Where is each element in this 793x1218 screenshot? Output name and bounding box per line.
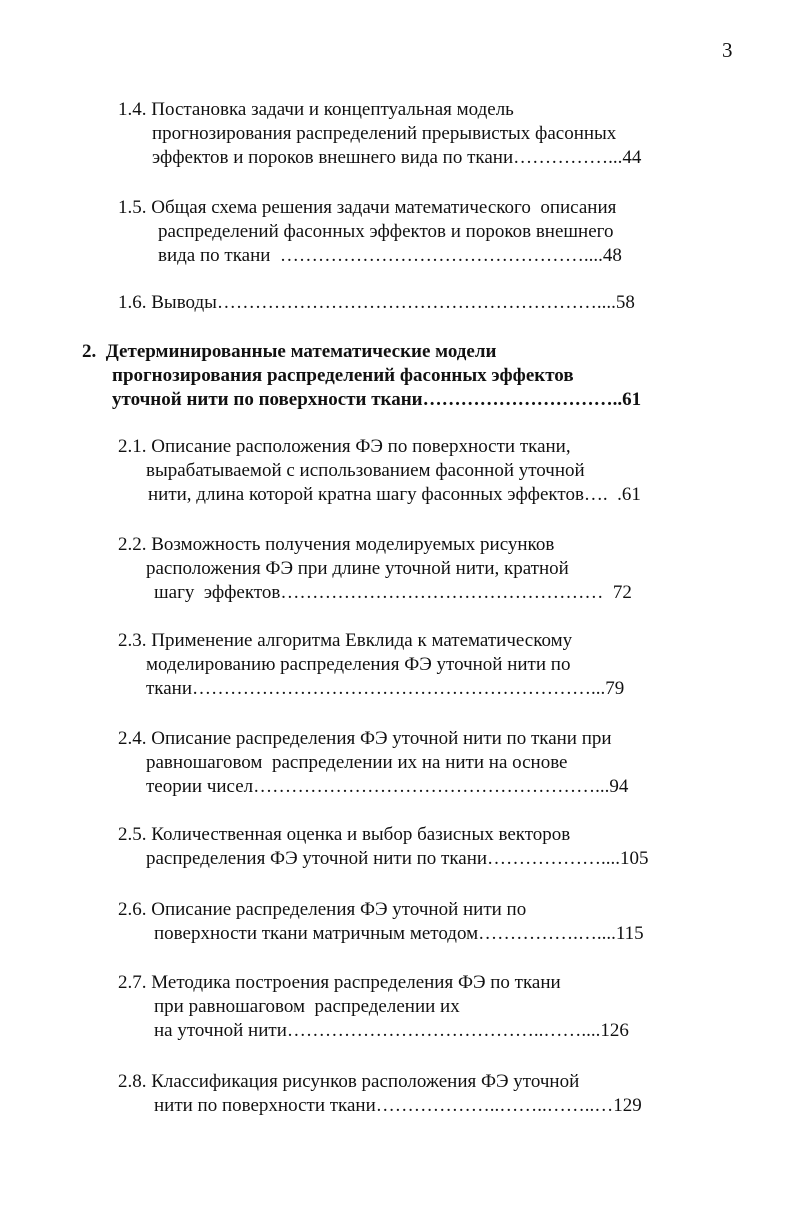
toc-line: 1.4. Постановка задачи и концептуальная модель xyxy=(118,99,514,120)
toc-line: на уточной нити…………………………………..……....126 xyxy=(154,1020,629,1041)
toc-line: нити, длина которой кратна шагу фасонных эффектов…. .61 xyxy=(148,484,641,505)
toc-entry-2-1 xyxy=(118,435,641,507)
toc-entry-chapter-2 xyxy=(82,340,641,412)
toc-line: 1.5. Общая схема решения задачи математического описания xyxy=(118,197,617,218)
toc-line: вырабатываемой с использованием фасонной уточной xyxy=(146,460,585,481)
toc-entry-2-6 xyxy=(118,898,644,946)
toc-entry-2-4 xyxy=(118,727,628,799)
toc-entry-2-5 xyxy=(118,823,649,871)
toc-line: вида по ткани …………………………………………....48 xyxy=(158,245,622,266)
toc-line: 2.5. Количественная оценка и выбор базисных векторов xyxy=(118,824,571,845)
toc-entry-2-8 xyxy=(118,1070,642,1118)
toc-line: 2.3. Применение алгоритма Евклида к математическому xyxy=(118,630,573,651)
toc-entry-2-2 xyxy=(118,533,632,605)
toc-line: 2.7. Методика построения распределения ФЭ по ткани xyxy=(118,972,561,993)
toc-entry-1-5 xyxy=(118,196,622,268)
toc-line: расположения ФЭ при длине уточной нити, кратной xyxy=(146,558,569,579)
toc-line: при равношаговом распределении их xyxy=(154,996,460,1017)
toc-line: 2.8. Классификация рисунков расположения ФЭ уточной xyxy=(118,1071,580,1092)
toc-line: поверхности ткани матричным методом…………….…....115 xyxy=(154,923,644,944)
toc-line: 2.4. Описание распределения ФЭ уточной нити по ткани при xyxy=(118,728,612,749)
toc-line: равношаговом распределении их на нити на основе xyxy=(146,752,568,773)
toc-line: 2.6. Описание распределения ФЭ уточной нити по xyxy=(118,899,527,920)
toc-line: эффектов и пороков внешнего вида по ткани……………...44 xyxy=(152,147,642,168)
toc-line: уточной нити по поверхности ткани…………………………..61 xyxy=(112,389,642,410)
toc-line: прогнозирования распределений фасонных эффектов xyxy=(112,365,574,386)
toc-line: 1.6. Выводы……………………………………………………....58 xyxy=(118,292,635,313)
toc-line: ткани………………………………………………………...79 xyxy=(146,678,625,699)
toc-line: 2.2. Возможность получения моделируемых рисунков xyxy=(118,534,555,555)
toc-line: моделированию распределения ФЭ уточной нити по xyxy=(146,654,571,675)
page-number: 3 xyxy=(722,38,733,62)
toc-line: 2.1. Описание расположения ФЭ по поверхности ткани, xyxy=(118,436,571,457)
toc-entry-1-4 xyxy=(118,98,641,170)
toc-entry-2-3 xyxy=(118,629,624,701)
toc-line: распределений фасонных эффектов и пороков внешнего xyxy=(158,221,614,242)
toc-line: теории чисел………………………………………………...94 xyxy=(146,776,629,797)
toc-line: прогнозирования распределений прерывистых фасонных xyxy=(152,123,617,144)
toc-line: 2. Детерминированные математические модели xyxy=(82,341,497,362)
toc-line: нити по поверхности ткани………………..……..……..…129 xyxy=(154,1095,642,1116)
toc-entry-2-7 xyxy=(118,971,629,1043)
toc-line: шагу эффектов…………………………………………… 72 xyxy=(154,582,632,603)
toc-entry-1-6 xyxy=(118,291,635,315)
toc-line: распределения ФЭ уточной нити по ткани………………....105 xyxy=(146,848,649,869)
